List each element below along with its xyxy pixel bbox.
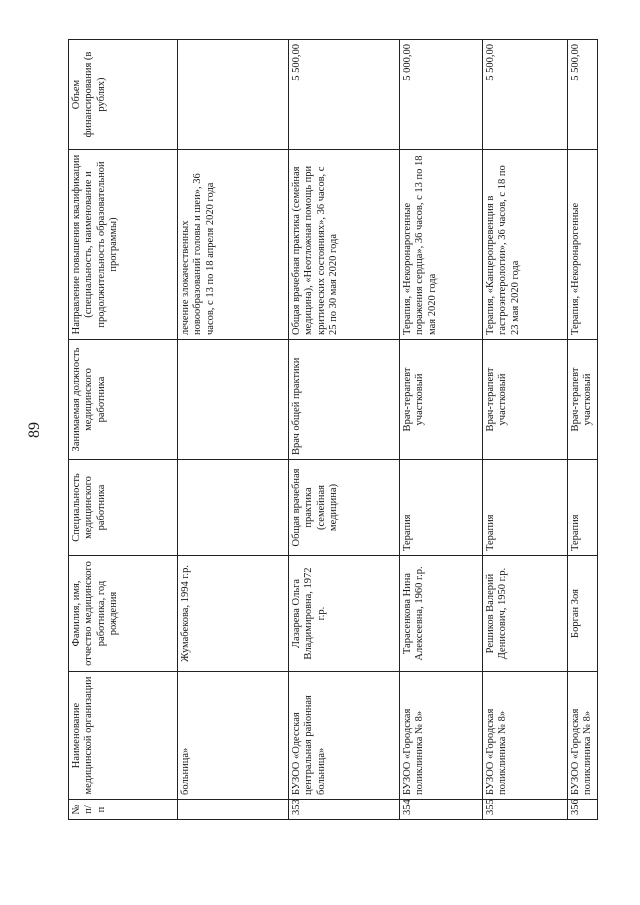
cell-position: Врач-терапевт участковый <box>568 340 598 460</box>
cell-amount <box>178 40 289 150</box>
cell-org: больница» <box>178 672 289 800</box>
table-row <box>178 40 289 820</box>
cell-amount: 5 500,00 <box>483 40 568 150</box>
cell-spec: Терапия <box>400 460 483 556</box>
cell-num: 356 <box>568 800 598 820</box>
cell-name: Жумабекова, 1994 г.р. <box>178 556 289 672</box>
cell-spec: Терапия <box>568 460 598 556</box>
cell-course: Терапия, «Некоронарогенные <box>568 150 598 340</box>
cell-course: Общая врачебная практика (семейная медицина), «Неотложная помощь при критических состояниях», 36 часов, с 25 по 30 мая 2020 года <box>289 150 400 340</box>
cell-num: 353 <box>289 800 400 820</box>
cell-amount: 5 500,00 <box>289 40 400 150</box>
header-course: Направление повышения квалификации (специальность, наименование и продолжительность образовательной программы) <box>69 150 178 340</box>
cell-position: Врач-терапевт участковый <box>483 340 568 460</box>
cell-course: лечение злокачественных новообразований головы и шеи», 36 часов, с 13 по 18 апреля 2020 года <box>178 150 289 340</box>
cell-org: БУЗОО «Одесская центральная районная больница» <box>289 672 400 800</box>
page-number: 89 <box>26 422 43 438</box>
cell-num: 355 <box>483 800 568 820</box>
cell-name: Лазарева Ольга Владимировна, 1972 г.р. <box>289 556 400 672</box>
cell-course: Терапия, «Канцеропревенция в гастроэнтерологии», 36 часов, с 18 по 23 мая 2020 года <box>483 150 568 340</box>
cell-name: Решиков Валерий Денисович, 1950 г.р. <box>483 556 568 672</box>
cell-num <box>178 800 289 820</box>
table-row <box>483 40 568 820</box>
cell-amount: 5 000,00 <box>400 40 483 150</box>
cell-num: 354 <box>400 800 483 820</box>
header-org: Наименование медицинской организации <box>69 672 178 800</box>
cell-spec: Общая врачебная практика (семейная медицина) <box>289 460 400 556</box>
cell-org: БУЗОО «Городская поликлиника № 8» <box>568 672 598 800</box>
cell-position <box>178 340 289 460</box>
table-row <box>568 40 598 820</box>
header-position: Занимаемая должность медицинского работника <box>69 340 178 460</box>
cell-name: Тарасенкова Нина Алексеевна, 1960 г.р. <box>400 556 483 672</box>
header-num: № п/п <box>69 800 178 820</box>
header-spec: Специальность медицинского работника <box>69 460 178 556</box>
cell-course: Терапия, «Некоронарогенные поражения сердца», 36 часов, с 13 по 18 мая 2020 года <box>400 150 483 340</box>
cell-spec <box>178 460 289 556</box>
cell-position: Врач-терапевт участковый <box>400 340 483 460</box>
cell-name: Борган Зоя <box>568 556 598 672</box>
header-name: Фамилия, имя, отчество медицинского работника, год рождения <box>69 556 178 672</box>
cell-position: Врач общей практики <box>289 340 400 460</box>
cell-org: БУЗОО «Городская поликлиника № 8» <box>400 672 483 800</box>
header-amount: Объем финансирования (в рублях) <box>69 40 178 150</box>
cell-org: БУЗОО «Городская поликлиника № 8» <box>483 672 568 800</box>
rotated-table-container <box>68 40 594 820</box>
cell-amount: 5 500,00 <box>568 40 598 150</box>
cell-spec: Терапия <box>483 460 568 556</box>
table-row <box>289 40 400 820</box>
training-table <box>68 39 598 820</box>
table-row <box>400 40 483 820</box>
header-row <box>69 40 178 820</box>
